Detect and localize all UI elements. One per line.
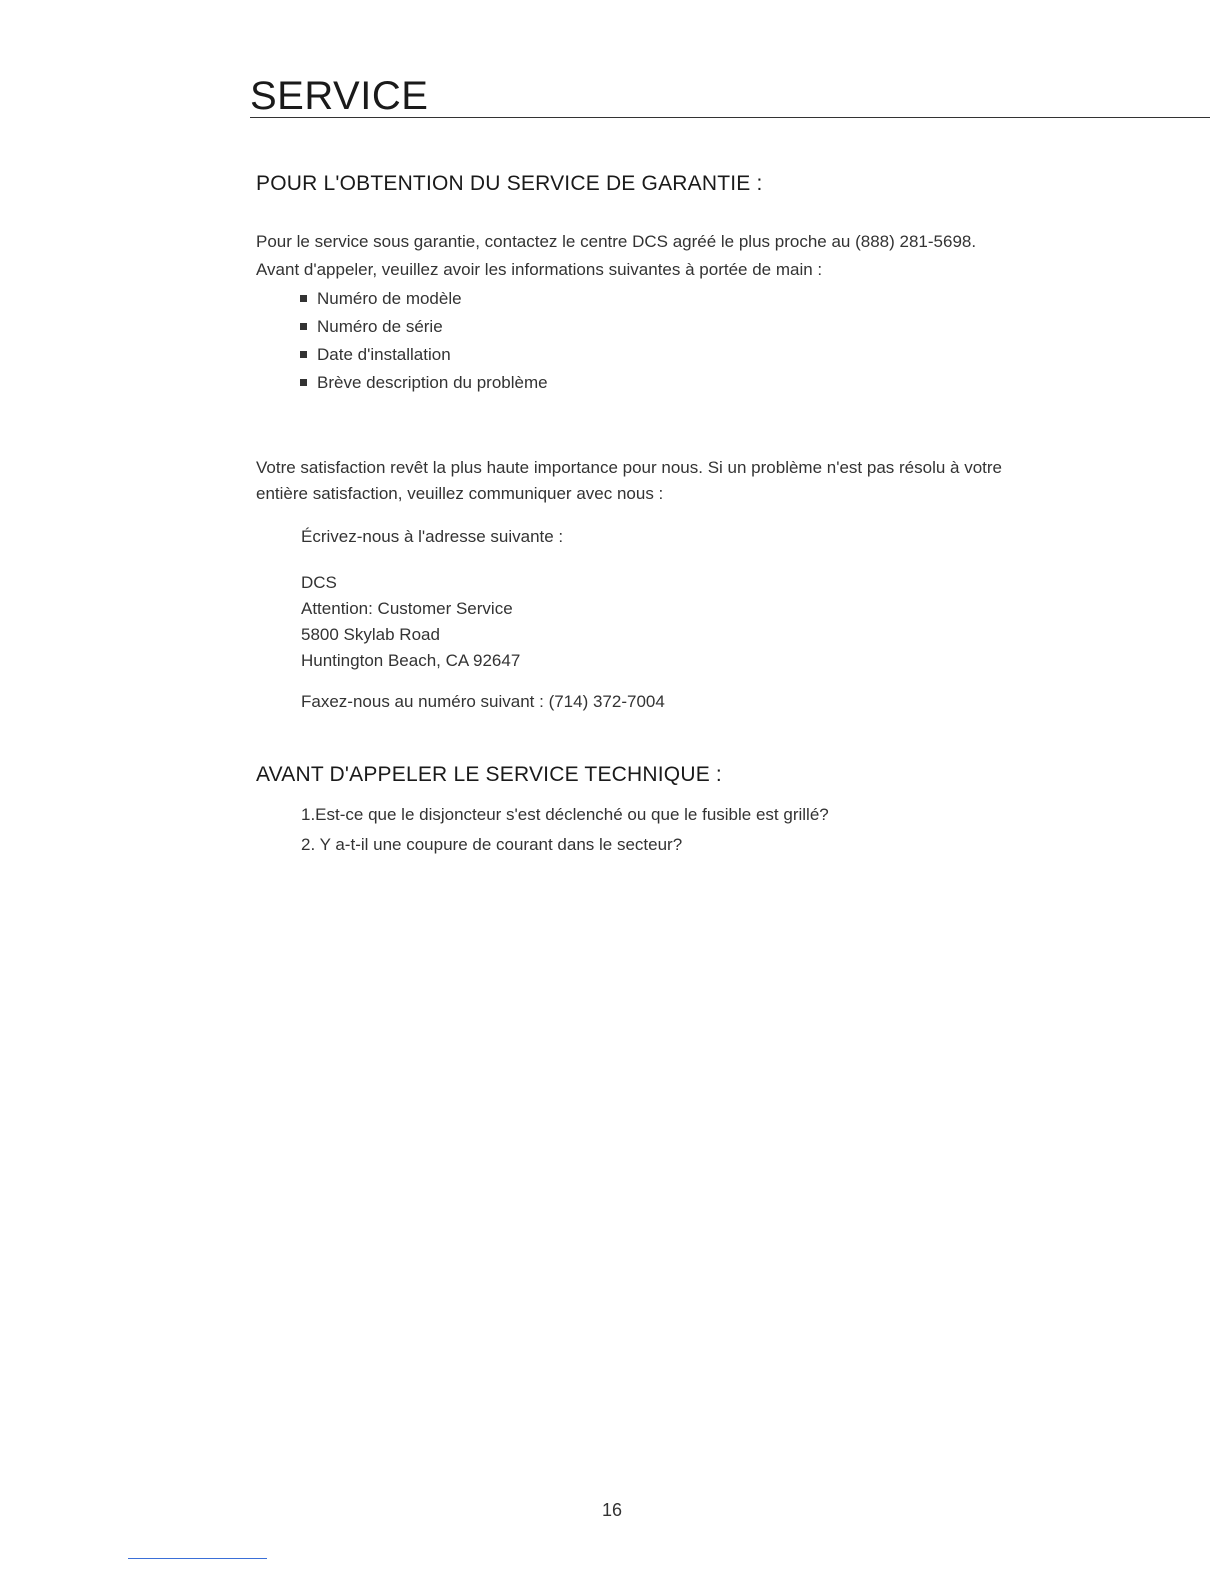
satisfaction-text-line2: entière satisfaction, veuillez communiquer avec nous : (256, 484, 664, 503)
list-item (300, 285, 548, 313)
list-item (300, 341, 548, 369)
footer-rule (128, 1558, 267, 1559)
square-bullet-icon (300, 379, 307, 386)
address-line: DCS (301, 573, 337, 592)
square-bullet-icon (300, 351, 307, 358)
write-us-label: Écrivez-nous à l'adresse suivante : (301, 527, 564, 546)
list-item: 2. Y a-t-il une coupure de courant dans le secteur? (301, 835, 683, 854)
mailing-address (301, 570, 520, 674)
title-rule (250, 117, 1210, 118)
list-item: 1.Est-ce que le disjoncteur s'est déclenché ou que le fusible est grillé? (301, 805, 829, 824)
satisfaction-text-line1: Votre satisfaction revêt la plus haute importance pour nous. Si un problème n'est pas résolu à votre (256, 458, 1002, 477)
fax-text: Faxez-nous au numéro suivant : (714) 372-7004 (301, 692, 665, 711)
warranty-heading: POUR L'OBTENTION DU SERVICE DE GARANTIE : (256, 172, 763, 195)
list-item-label: Brève description du problème (317, 373, 548, 392)
technical-checklist (301, 800, 829, 860)
square-bullet-icon (300, 323, 307, 330)
warranty-prep-text: Avant d'appeler, veuillez avoir les informations suivantes à portée de main : (256, 260, 823, 279)
list-item-label: Date d'installation (317, 345, 451, 364)
page-title: SERVICE (250, 74, 429, 118)
address-line: 5800 Skylab Road (301, 625, 440, 644)
list-item-label: Numéro de série (317, 317, 443, 336)
square-bullet-icon (300, 295, 307, 302)
address-line: Huntington Beach, CA 92647 (301, 651, 521, 670)
warranty-contact-text: Pour le service sous garantie, contactez le centre DCS agréé le plus proche au (888) 281-5698. (256, 232, 977, 251)
warranty-info-list (300, 285, 548, 397)
technical-heading: AVANT D'APPELER LE SERVICE TECHNIQUE : (256, 763, 722, 786)
page-number: 16 (601, 1500, 623, 1520)
list-item (300, 313, 548, 341)
list-item (300, 369, 548, 397)
address-line: Attention: Customer Service (301, 599, 513, 618)
list-item-label: Numéro de modèle (317, 289, 462, 308)
